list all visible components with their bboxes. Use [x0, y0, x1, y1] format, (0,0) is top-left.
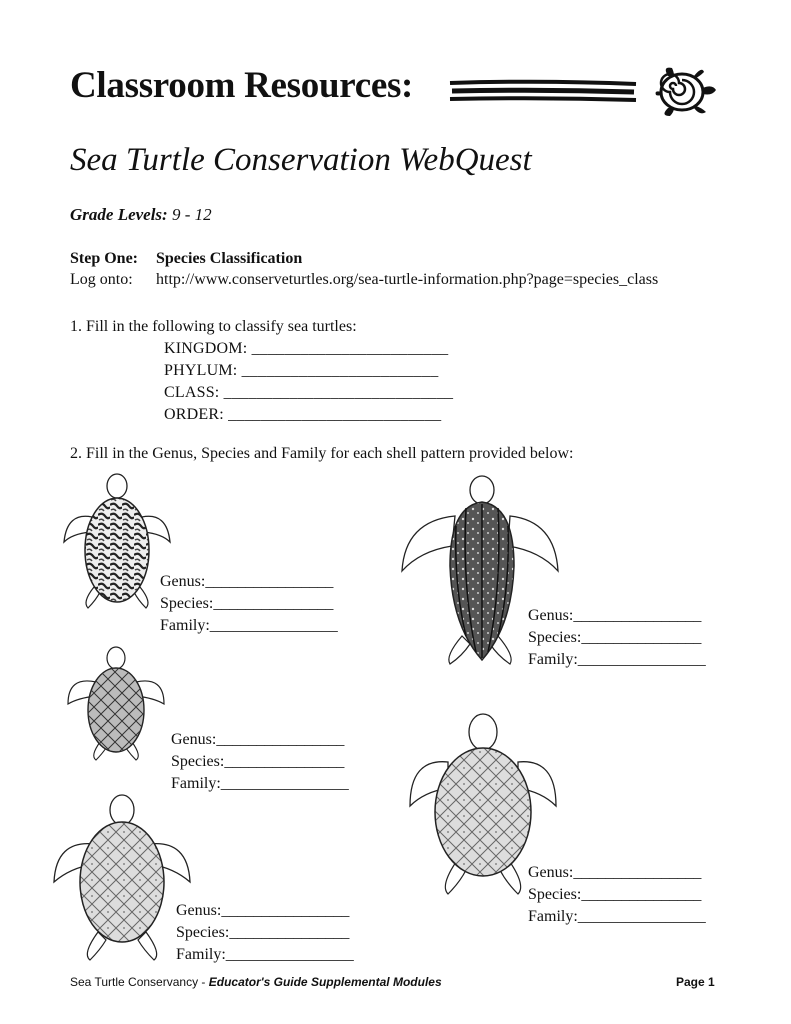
phylum-field[interactable]: PHYLUM: ________________________	[164, 362, 439, 379]
step-title: Species Classification	[156, 250, 303, 267]
header-rule	[448, 78, 638, 104]
species-field[interactable]: Species:_______________	[528, 629, 702, 646]
kemps-ridley-turtle-icon	[66, 644, 166, 764]
kingdom-field[interactable]: KINGDOM: ________________________	[164, 340, 449, 357]
green-turtle-icon	[52, 792, 192, 964]
page-title: Classroom Resources:	[70, 65, 414, 106]
class-field[interactable]: CLASS: ____________________________	[164, 384, 454, 401]
turtle-logo-icon	[650, 62, 720, 118]
logon-label: Log onto:	[70, 271, 133, 288]
question-1-prompt: 1. Fill in the following to classify sea turtles:	[70, 318, 357, 335]
species-field[interactable]: Species:_______________	[528, 886, 702, 903]
grade-label: Grade Levels:	[70, 205, 168, 224]
family-field[interactable]: Family:________________	[160, 617, 338, 634]
family-field[interactable]: Family:________________	[528, 651, 706, 668]
page-subtitle: Sea Turtle Conservation WebQuest	[70, 142, 532, 178]
step-heading	[70, 250, 302, 268]
footer-org: Sea Turtle Conservancy -	[70, 975, 209, 989]
family-field[interactable]: Family:________________	[171, 775, 349, 792]
species-field[interactable]: Species:_______________	[176, 924, 350, 941]
genus-field[interactable]: Genus:________________	[171, 731, 345, 748]
genus-field[interactable]: Genus:________________	[528, 607, 702, 624]
genus-field[interactable]: Genus:________________	[160, 573, 334, 590]
species-field[interactable]: Species:_______________	[171, 753, 345, 770]
grade-value: 9 - 12	[171, 205, 212, 224]
species-field[interactable]: Species:_______________	[160, 595, 334, 612]
grade-levels	[70, 205, 212, 225]
genus-field[interactable]: Genus:________________	[528, 864, 702, 881]
resource-url[interactable]: http://www.conserveturtles.org/sea-turtle-information.php?page=species_class	[156, 271, 659, 288]
footer-guide: Educator's Guide Supplemental Modules	[208, 975, 442, 989]
footer-credit	[70, 975, 442, 989]
order-field[interactable]: ORDER: __________________________	[164, 406, 442, 423]
step-label: Step One:	[70, 250, 138, 267]
question-2-prompt: 2. Fill in the Genus, Species and Family for each shell pattern provided below:	[70, 445, 574, 462]
logon-line	[70, 271, 658, 289]
page-number: Page 1	[676, 975, 715, 989]
family-field[interactable]: Family:________________	[176, 946, 354, 963]
genus-field[interactable]: Genus:________________	[176, 902, 350, 919]
family-field[interactable]: Family:________________	[528, 908, 706, 925]
hawksbill-turtle-icon	[62, 472, 172, 612]
